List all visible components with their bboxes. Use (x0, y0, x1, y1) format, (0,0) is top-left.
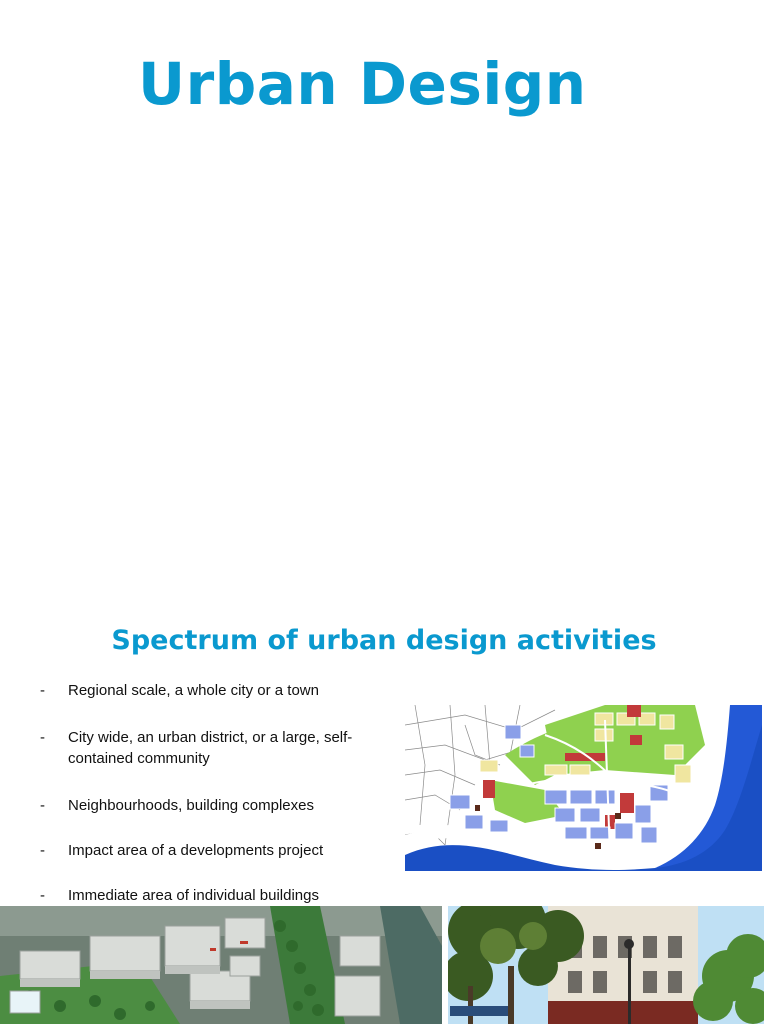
list-item (40, 680, 390, 701)
page-title: Urban Design (138, 50, 587, 118)
masterplan-map-image (405, 705, 762, 871)
bullet-dash: - (40, 887, 45, 904)
list-item (40, 885, 390, 906)
section-heading: Spectrum of urban design activities (111, 625, 657, 656)
aerial-model-image (0, 906, 442, 1024)
list-item (40, 727, 390, 769)
list-item-text: Immediate area of individual buildings (68, 887, 319, 904)
list-item-text: Regional scale, a whole city or a town (68, 682, 319, 699)
list-item (40, 840, 390, 861)
bullet-dash: - (40, 682, 45, 699)
bullet-dash: - (40, 797, 45, 814)
list-item-text: City wide, an urban district, or a large, self-contained community (68, 729, 353, 767)
street-photo-image (448, 906, 764, 1024)
bullet-dash: - (40, 842, 45, 859)
list-item-text: Impact area of a developments project (68, 842, 324, 859)
list-item (40, 795, 390, 816)
bullet-dash: - (40, 729, 45, 746)
list-item-text: Neighbourhoods, building complexes (68, 797, 314, 814)
